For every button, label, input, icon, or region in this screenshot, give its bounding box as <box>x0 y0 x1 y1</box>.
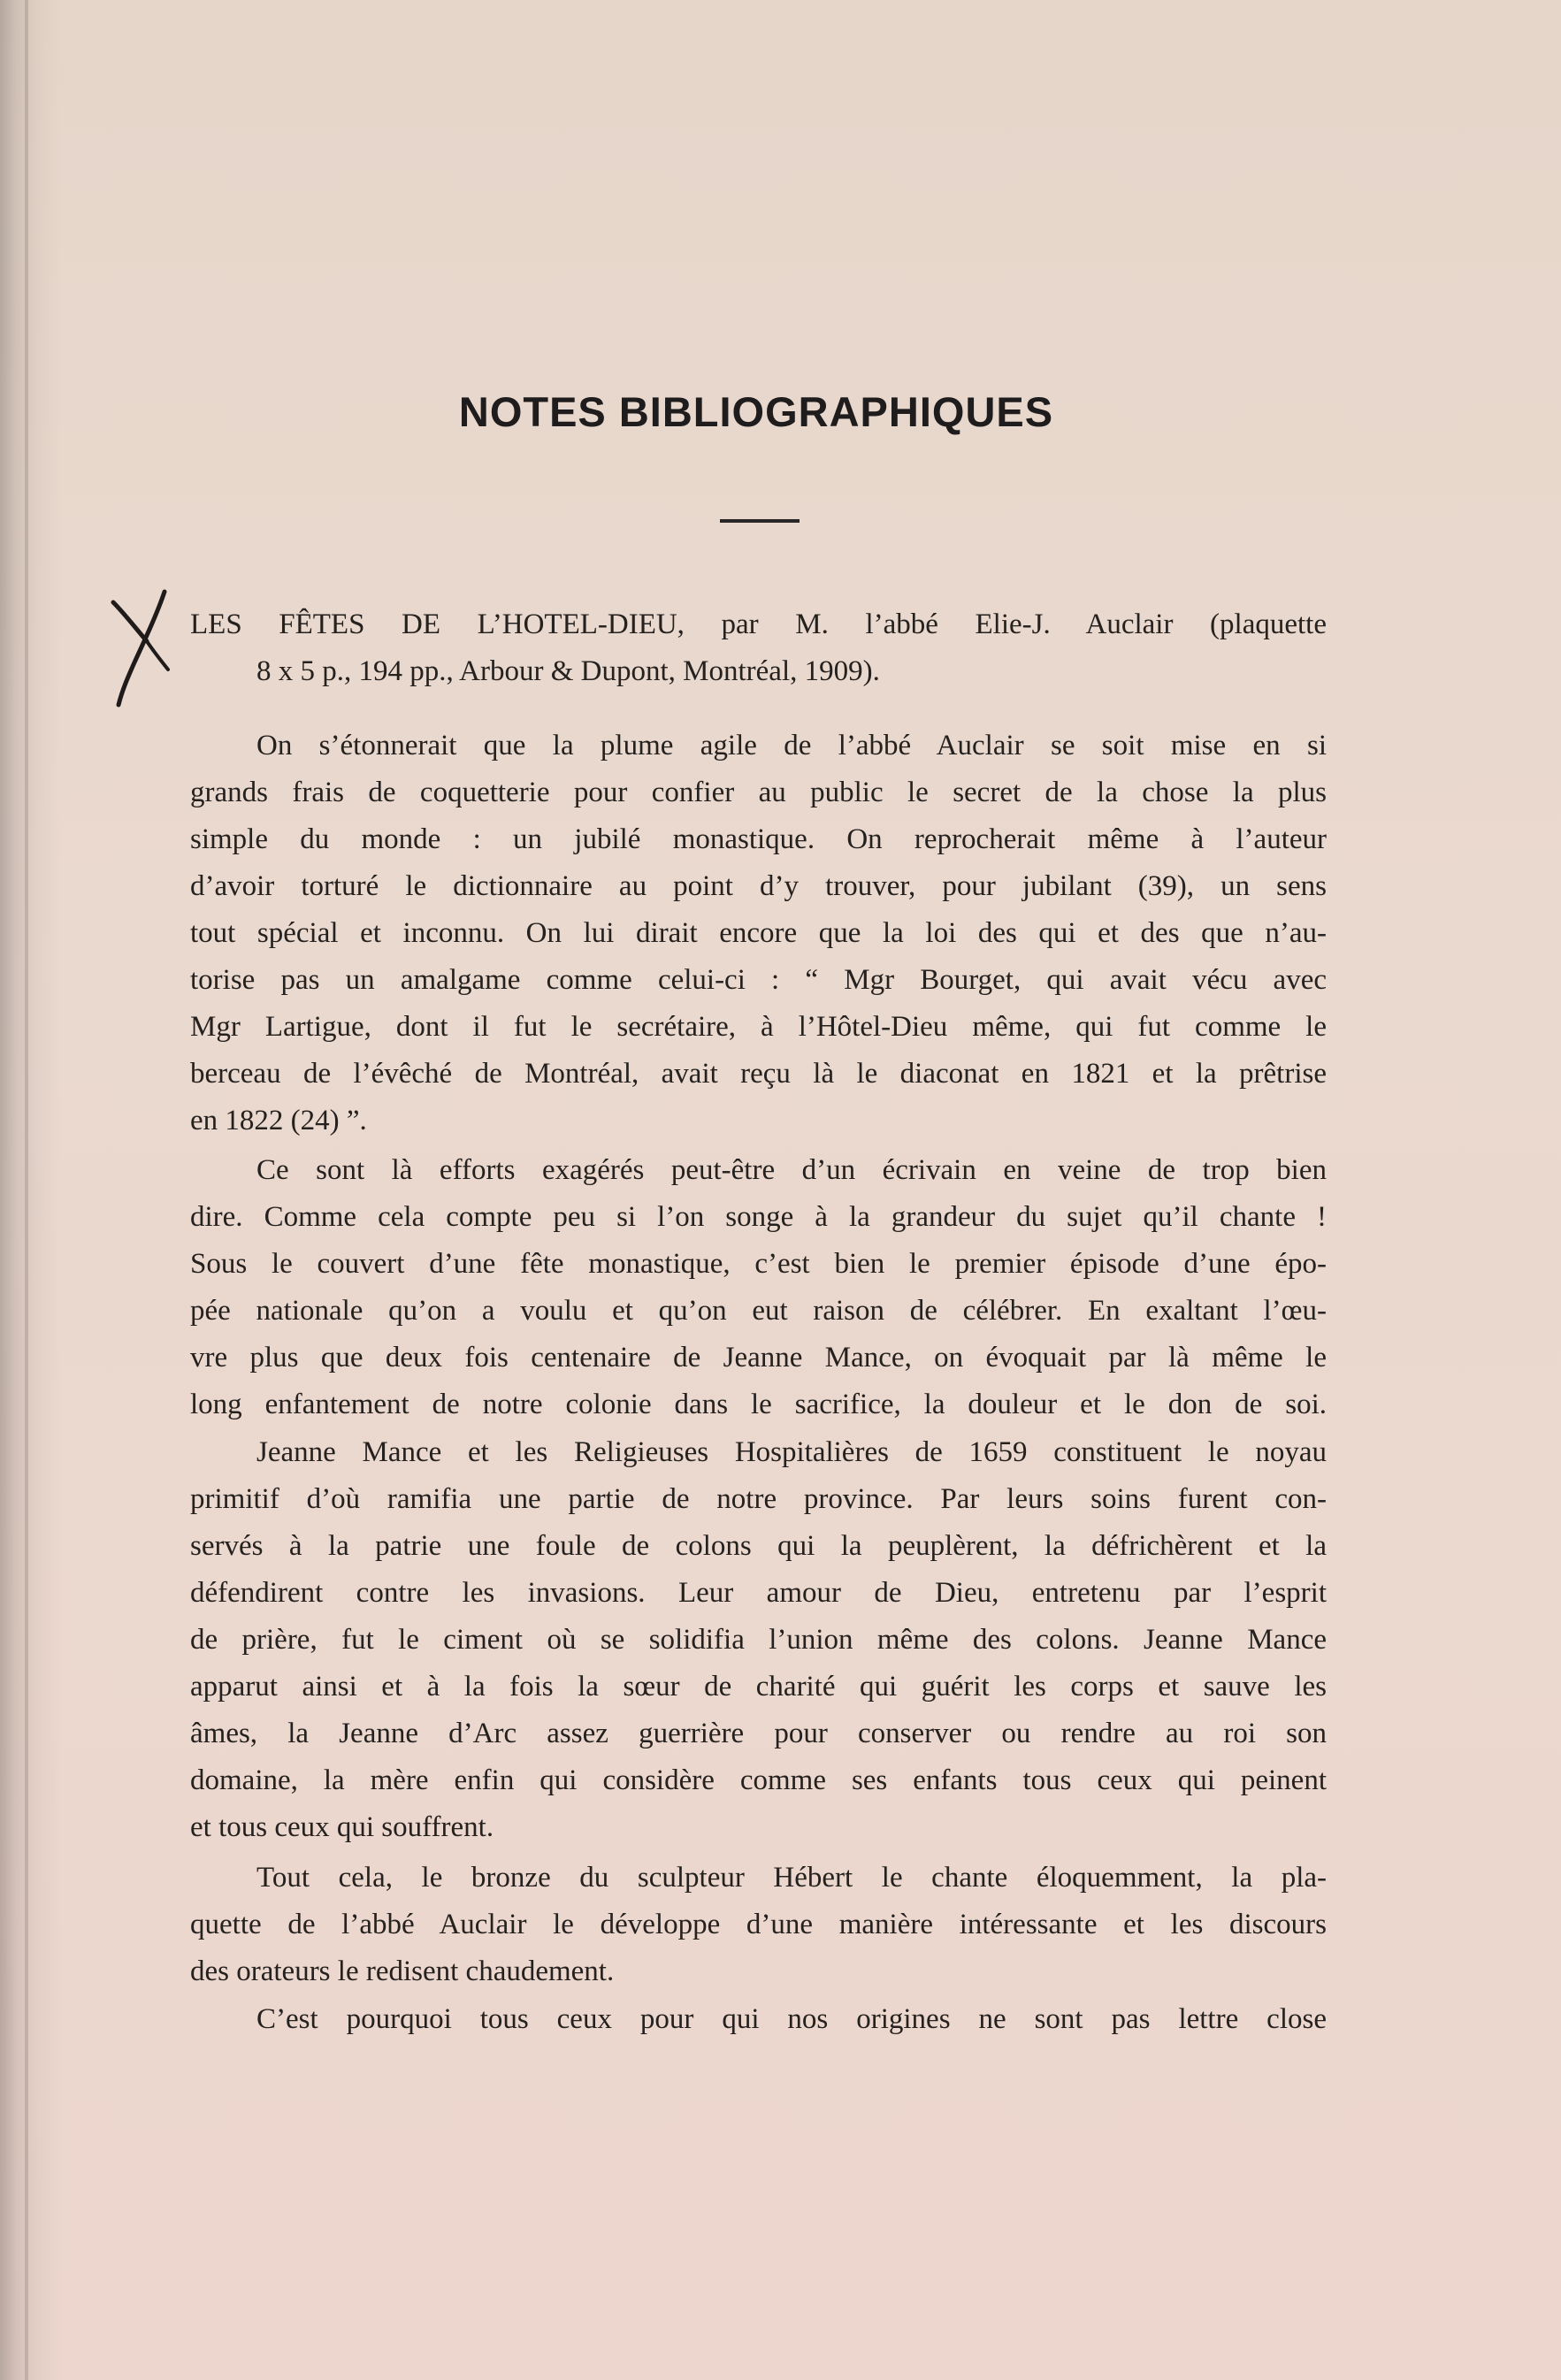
text-line: des orateurs le redisent chaudement. <box>190 1955 615 1987</box>
paragraph <box>190 1147 1327 1428</box>
text-line: Sous le couvert d’une fête monastique, c’est bien le premier épisode d’une épo- <box>190 1248 1327 1280</box>
paragraph <box>190 1855 1327 1995</box>
page-title: NOTES BIBLIOGRAPHIQUES <box>458 388 1054 435</box>
binding-shadow <box>25 0 28 2380</box>
text-line: Mgr Lartigue, dont il fut le secrétaire, à l’Hôtel-Dieu même, qui fut comme le <box>190 1011 1327 1043</box>
text-line: torise pas un amalgame comme celui-ci : “ Mgr Bourget, qui avait vécu avec <box>190 964 1327 996</box>
text-line: tout spécial et inconnu. On lui dirait encore que la loi des qui et des que n’au- <box>190 917 1327 949</box>
text-line: simple du monde : un jubilé monastique. On reprocherait même à l’auteur <box>190 823 1327 855</box>
text-line: vre plus que deux fois centenaire de Jeanne Mance, on évoquait par là même le <box>190 1342 1327 1374</box>
text-line: long enfantement de notre colonie dans le sacrifice, la douleur et le don de soi. <box>190 1389 1327 1420</box>
text-line: pée nationale qu’on a voulu et qu’on eut raison de célébrer. En exaltant l’œu- <box>190 1295 1327 1327</box>
text-line: domaine, la mère enfin qui considère comme ses enfants tous ceux qui peinent <box>190 1764 1327 1796</box>
text-line: de prière, fut le ciment où se solidifia l’union même des colons. Jeanne Mance <box>190 1624 1327 1656</box>
text-line: Jeanne Mance et les Religieuses Hospitalières de 1659 constituent le noyau <box>256 1436 1327 1468</box>
text-line: C’est pourquoi tous ceux pour qui nos origines ne sont pas lettre close <box>256 2003 1327 2035</box>
title-rule <box>720 519 800 523</box>
text-line: quette de l’abbé Auclair le développe d’une manière intéressante et les discours <box>190 1909 1327 1940</box>
citation-line: 8 x 5 p., 194 pp., Arbour & Dupont, Montréal, 1909). <box>256 655 880 687</box>
text-line: et tous ceux qui souffrent. <box>190 1811 494 1843</box>
text-line: Ce sont là efforts exagérés peut-être d’un écrivain en veine de trop bien <box>256 1154 1327 1186</box>
bibliographic-citation <box>190 601 1327 695</box>
text-line: en 1822 (24) ”. <box>190 1105 367 1136</box>
paragraph <box>190 1429 1327 1851</box>
text-line: grands frais de coquetterie pour confier au public le secret de la chose la plus <box>190 777 1327 808</box>
text-line: dire. Comme cela compte peu si l’on songe à la grandeur du sujet qu’il chante ! <box>190 1201 1327 1233</box>
text-line: d’avoir torturé le dictionnaire au point d’y trouver, pour jubilant (39), un sens <box>190 870 1327 902</box>
paragraph <box>190 1996 1327 2043</box>
handwritten-x-mark <box>106 586 177 710</box>
text-line: primitif d’où ramifia une partie de notre province. Par leurs soins furent con- <box>190 1483 1327 1515</box>
text-line: âmes, la Jeanne d’Arc assez guerrière pour conserver ou rendre au roi son <box>190 1718 1327 1749</box>
text-line: servés à la patrie une foule de colons qui la peuplèrent, la défrichèrent et la <box>190 1530 1327 1562</box>
text-line: berceau de l’évêché de Montréal, avait reçu là le diaconat en 1821 et la prêtrise <box>190 1058 1327 1090</box>
paragraph <box>190 723 1327 1144</box>
text-line: Tout cela, le bronze du sculpteur Hébert le chante éloquemment, la pla- <box>256 1862 1327 1894</box>
text-line: défendirent contre les invasions. Leur amour de Dieu, entretenu par l’esprit <box>190 1577 1327 1609</box>
text-line: apparut ainsi et à la fois la sœur de charité qui guérit les corps et sauve les <box>190 1671 1327 1703</box>
text-line: On s’étonnerait que la plume agile de l’abbé Auclair se soit mise en si <box>256 730 1327 761</box>
citation-line: LES FÊTES DE L’HOTEL-DIEU, par M. l’abbé Elie-J. Auclair (plaquette <box>190 608 1327 640</box>
